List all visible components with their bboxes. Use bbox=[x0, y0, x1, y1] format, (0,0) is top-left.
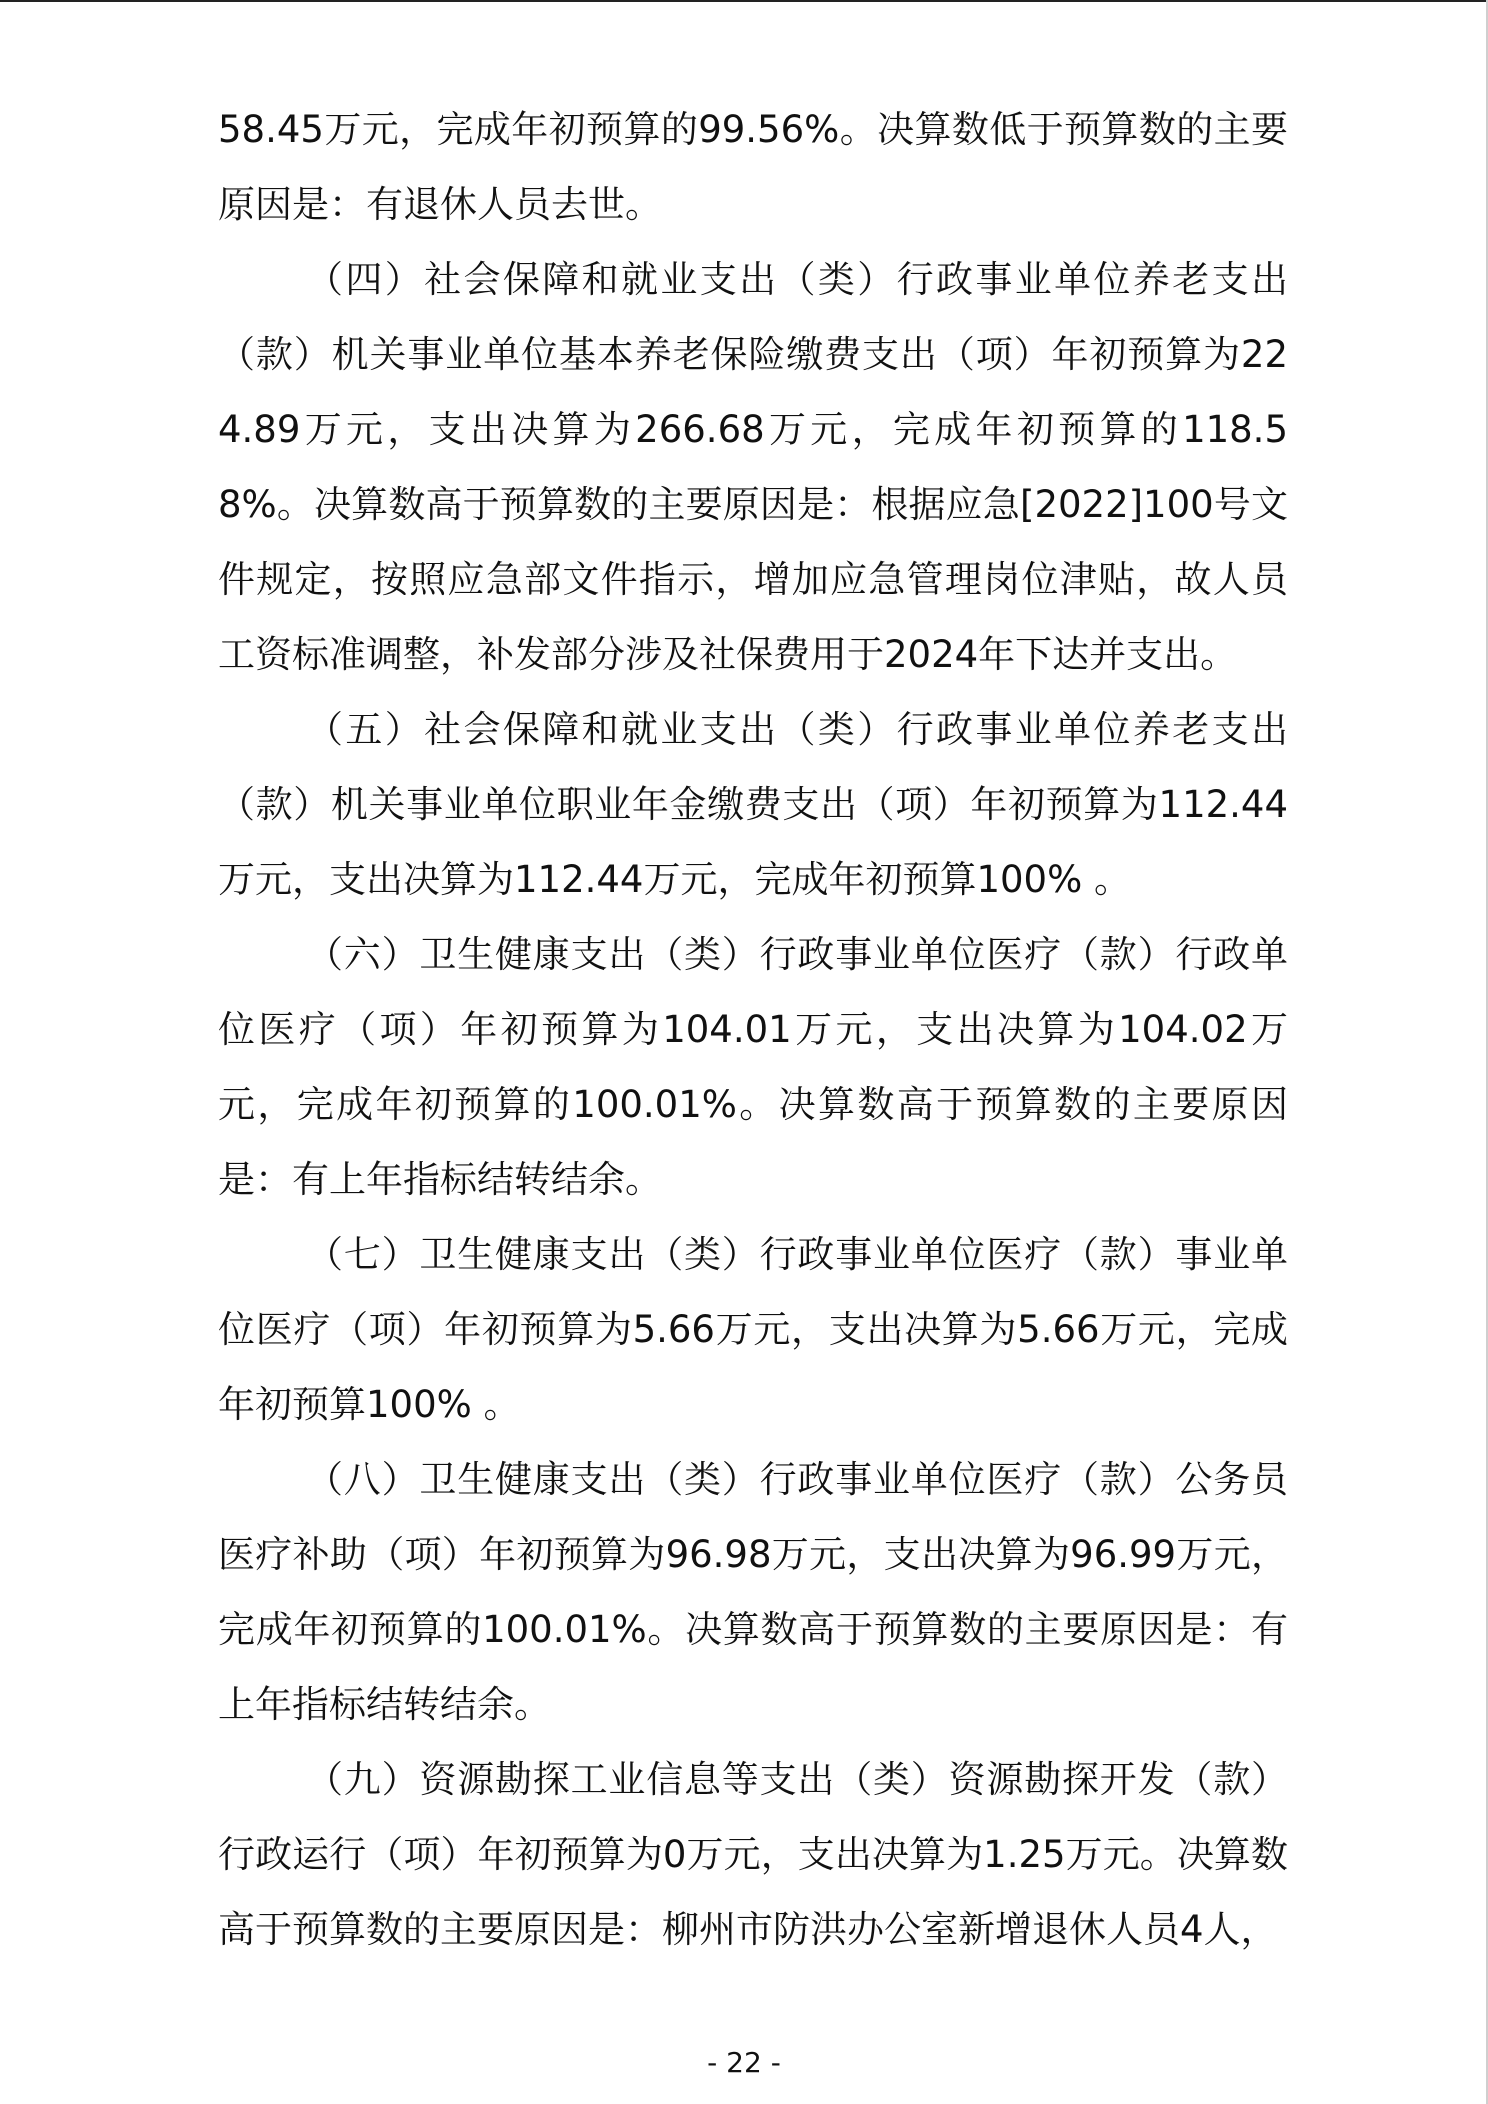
document-body bbox=[218, 92, 1288, 1967]
paragraph-item-7: （七）卫生健康支出（类）行政事业单位医疗（款）事业单位医疗（项）年初预算为5.66万元，支出决算为5.66万元，完成年初预算100% 。 bbox=[218, 1233, 1288, 1426]
paragraph-item-4: （四）社会保障和就业支出（类）行政事业单位养老支出（款）机关事业单位基本养老保险缴费支出（项）年初预算为224.89万元，支出决算为266.68万元，完成年初预算的118.58%。决算数高于预算数的主要原因是：根据应急[2022]100号文件规定，按照应急部文件指示，增加应急管理岗位津贴，故人员工资标准调整，补发部分涉及社保费用于2024年下达并支出。 bbox=[218, 258, 1288, 676]
paragraph-item-5: （五）社会保障和就业支出（类）行政事业单位养老支出（款）机关事业单位职业年金缴费支出（项）年初预算为112.44万元，支出决算为112.44万元，完成年初预算100% 。 bbox=[218, 708, 1288, 901]
paragraph-item-8: （八）卫生健康支出（类）行政事业单位医疗（款）公务员医疗补助（项）年初预算为96.98万元，支出决算为96.99万元，完成年初预算的100.01%。决算数高于预算数的主要原因是：有上年指标结转结余。 bbox=[218, 1458, 1288, 1726]
page-number: - 22 - bbox=[707, 2046, 781, 2079]
paragraph-item-9: （九）资源勘探工业信息等支出（类）资源勘探开发（款）行政运行（项）年初预算为0万元，支出决算为1.25万元。决算数高于预算数的主要原因是：柳州市防洪办公室新增退休人员4人， bbox=[218, 1758, 1288, 1951]
page-top-border bbox=[0, 0, 1488, 2]
paragraph-item-6: （六）卫生健康支出（类）行政事业单位医疗（款）行政单位医疗（项）年初预算为104.01万元，支出决算为104.02万元，完成年初预算的100.01%。决算数高于预算数的主要原因是：有上年指标结转结余。 bbox=[218, 933, 1288, 1201]
paragraph-continuation: 58.45万元，完成年初预算的99.56%。决算数低于预算数的主要原因是：有退休人员去世。 bbox=[218, 108, 1288, 226]
